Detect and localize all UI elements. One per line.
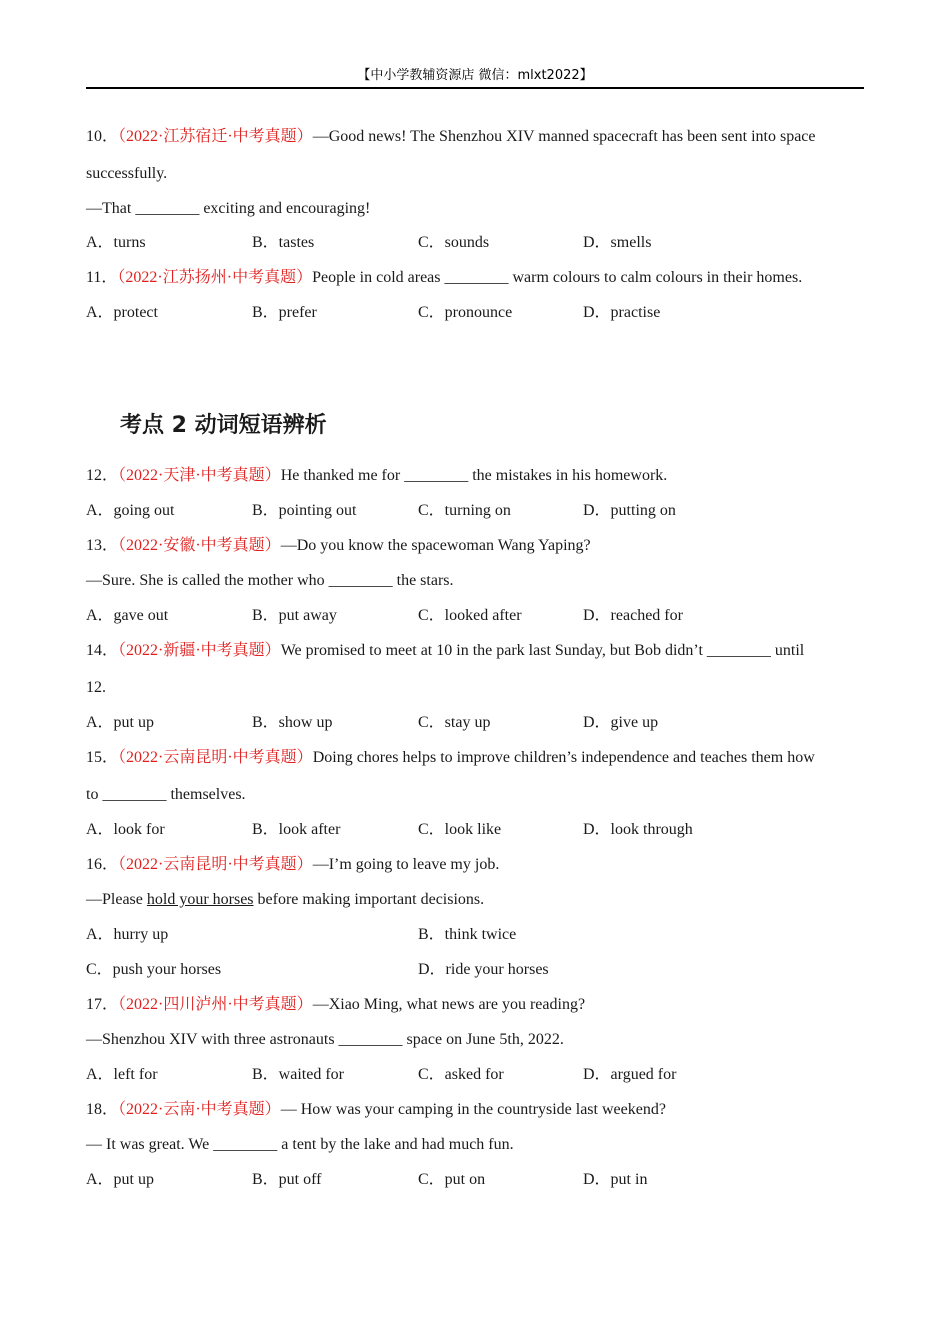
question-number: 18． — [86, 1101, 119, 1118]
question-number: 11． — [86, 269, 118, 286]
question-16-stem — [86, 854, 499, 876]
question-text: —Xiao Ming, what news are you reading? — [312, 996, 586, 1013]
option-d: D．look through — [583, 821, 693, 838]
option-b: B．tastes — [252, 234, 315, 251]
question-10-continuation: successfully. — [86, 165, 168, 182]
underlined-phrase: hold your horses — [146, 891, 254, 908]
question-number: 17． — [86, 996, 119, 1013]
option-c: C．push your horses — [86, 961, 222, 978]
question-text: We promised to meet at 10 in the park last Sunday, but Bob didn’t ________ until — [280, 642, 805, 659]
option-a: A．protect — [86, 304, 158, 321]
question-17-stem — [86, 994, 585, 1016]
option-d: D．put in — [583, 1171, 648, 1188]
question-text: People in cold areas ________ warm colours to calm colours in their homes. — [312, 269, 803, 286]
question-source: （2022·安徽·中考真题） — [118, 537, 281, 554]
option-b: B．pointing out — [252, 502, 357, 519]
option-c: C．turning on — [418, 502, 511, 519]
question-source: （2022·江苏扬州·中考真题） — [117, 269, 313, 286]
option-a: A．left for — [86, 1066, 158, 1083]
reply-prefix: —Please — [86, 891, 147, 908]
option-a: A．gave out — [86, 607, 169, 624]
question-18-stem — [86, 1099, 666, 1121]
question-text: Doing chores helps to improve children’s independence and teaches them how — [312, 749, 815, 766]
question-13-reply: —Sure. She is called the mother who ________ the stars. — [86, 572, 454, 589]
question-11-stem — [86, 267, 802, 289]
option-d: D．give up — [583, 714, 659, 731]
option-c: C．sounds — [418, 234, 490, 251]
question-number: 16． — [86, 856, 119, 873]
option-b: B．show up — [252, 714, 333, 731]
question-10-reply: —That ________ exciting and encouraging! — [86, 200, 371, 217]
question-number: 12． — [86, 467, 119, 484]
option-b: B．look after — [252, 821, 341, 838]
option-c: C．asked for — [418, 1066, 504, 1083]
option-d: D．smells — [583, 234, 652, 251]
question-14-stem — [86, 640, 804, 662]
question-number: 15． — [86, 749, 119, 766]
option-c: C．pronounce — [418, 304, 513, 321]
page-header: 【中小学教辅资源店 微信：mlxt2022】 — [86, 66, 864, 89]
question-text: —Do you know the spacewoman Wang Yaping? — [280, 537, 591, 554]
option-c: C．stay up — [418, 714, 491, 731]
question-15-stem — [86, 747, 815, 769]
option-b: B．think twice — [418, 926, 517, 943]
question-text: He thanked me for ________ the mistakes in his homework. — [280, 467, 668, 484]
option-c: C．put on — [418, 1171, 486, 1188]
question-12-stem — [86, 465, 667, 487]
question-18-reply: — It was great. We ________ a tent by the lake and had much fun. — [86, 1136, 514, 1153]
question-13-stem — [86, 535, 591, 557]
question-text: —I’m going to leave my job. — [312, 856, 500, 873]
question-15-continuation: to ________ themselves. — [86, 786, 246, 803]
question-number: 10． — [86, 128, 119, 145]
question-number: 13． — [86, 537, 119, 554]
question-source: （2022·云南·中考真题） — [118, 1101, 281, 1118]
question-16-reply — [86, 889, 484, 911]
question-17-reply: —Shenzhou XIV with three astronauts ________ space on June 5th, 2022. — [86, 1031, 564, 1048]
option-a: A．hurry up — [86, 926, 169, 943]
option-a: A．put up — [86, 714, 155, 731]
question-text: —Good news! The Shenzhou XIV manned spacecraft has been sent into space — [312, 128, 816, 145]
question-source: （2022·天津·中考真题） — [118, 467, 281, 484]
option-c: C．look like — [418, 821, 502, 838]
reply-suffix: before making important decisions. — [253, 891, 485, 908]
option-d: D．practise — [583, 304, 661, 321]
question-source: （2022·云南昆明·中考真题） — [118, 856, 313, 873]
option-b: B．put away — [252, 607, 337, 624]
option-d: D．ride your horses — [418, 961, 549, 978]
question-source: （2022·新疆·中考真题） — [118, 642, 281, 659]
option-b: B．put off — [252, 1171, 322, 1188]
option-a: A．turns — [86, 234, 146, 251]
option-a: A．look for — [86, 821, 165, 838]
question-14-continuation: 12. — [86, 679, 106, 696]
option-d: D．reached for — [583, 607, 683, 624]
section-heading: 考点 2 动词短语辨析 — [120, 413, 327, 438]
question-number: 14． — [86, 642, 119, 659]
question-source: （2022·江苏宿迁·中考真题） — [118, 128, 313, 145]
option-a: A．going out — [86, 502, 175, 519]
question-text: — How was your camping in the countryside last weekend? — [280, 1101, 666, 1118]
option-b: B．waited for — [252, 1066, 344, 1083]
question-source: （2022·四川泸州·中考真题） — [118, 996, 313, 1013]
option-b: B．prefer — [252, 304, 317, 321]
question-10-stem — [86, 126, 816, 148]
option-d: D．putting on — [583, 502, 676, 519]
option-c: C．looked after — [418, 607, 522, 624]
option-d: D．argued for — [583, 1066, 677, 1083]
question-source: （2022·云南昆明·中考真题） — [118, 749, 313, 766]
option-a: A．put up — [86, 1171, 155, 1188]
